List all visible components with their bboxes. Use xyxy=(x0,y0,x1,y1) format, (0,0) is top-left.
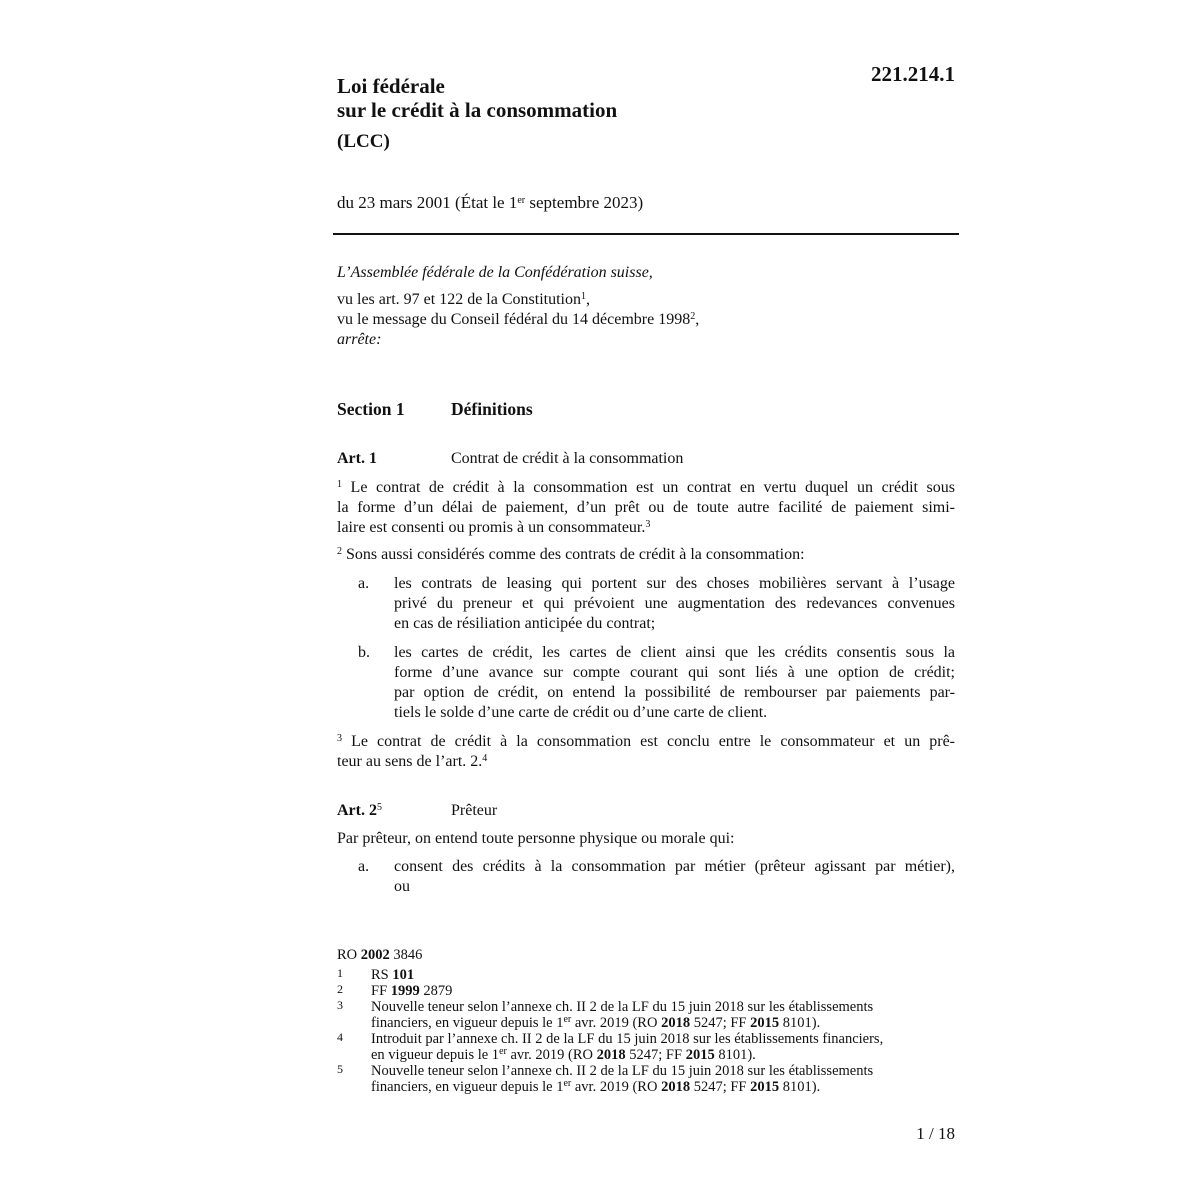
list-label: b. xyxy=(358,644,370,661)
list-item xyxy=(394,857,955,897)
footnote-number: 5 xyxy=(337,1062,343,1076)
text: 1999 xyxy=(390,983,420,999)
text: 8101). xyxy=(714,1047,756,1063)
footnote-3 xyxy=(371,999,873,1031)
title-line: sur le crédit à la consommation xyxy=(337,98,618,122)
footnote-ref[interactable]: 3 xyxy=(645,519,651,530)
text: forme d’une avance sur compte courant qui sont liés à une option de crédit; xyxy=(394,664,955,681)
footnote-number: 3 xyxy=(337,998,343,1012)
paragraph-1 xyxy=(337,478,955,538)
text: par option de crédit, on entend la possibilité de rembourser par paiements par- xyxy=(394,684,955,701)
date-text: du 23 mars 2001 (État le 1 xyxy=(337,193,518,212)
footnote-1 xyxy=(371,967,414,983)
text: RO xyxy=(337,947,361,963)
text: 2015 xyxy=(750,1015,780,1031)
text: avr. 2019 (RO xyxy=(506,1047,597,1063)
text: 5247; FF xyxy=(690,1079,751,1095)
paragraph-number: 2 xyxy=(337,546,342,557)
footnote-ref[interactable]: 2 xyxy=(690,311,696,322)
text: laire est consenti ou promis à un consommateur. xyxy=(337,519,646,536)
article-title: Prêteur xyxy=(451,802,498,819)
text: 3846 xyxy=(389,947,423,963)
text: avr. 2019 (RO xyxy=(571,1079,662,1095)
text: Nouvelle teneur selon l’annexe ch. II 2 de la LF du 15 juin 2018 sur les établissements xyxy=(371,1063,874,1079)
text: ou xyxy=(394,878,410,895)
text: Introduit par l’annexe ch. II 2 de la LF du 15 juin 2018 sur les établissements financiers, xyxy=(371,1031,884,1047)
paragraph-number: 3 xyxy=(337,733,342,744)
text: 101 xyxy=(392,967,415,983)
text: financiers, en vigueur depuis le 1 xyxy=(371,1079,564,1095)
footnote-number: 1 xyxy=(337,966,343,980)
text: en vigueur depuis le 1 xyxy=(371,1047,500,1063)
footnote-number: 2 xyxy=(337,982,343,996)
section-title: Définitions xyxy=(451,399,533,419)
text: 8101). xyxy=(779,1079,821,1095)
preamble-line xyxy=(337,310,699,330)
text: 5247; FF xyxy=(625,1047,686,1063)
superscript: er xyxy=(517,195,526,206)
article-label xyxy=(337,801,382,821)
text: FF xyxy=(371,983,391,999)
list-item xyxy=(394,574,955,634)
ro-reference xyxy=(337,947,422,963)
text: privé du preneur et qui prévoient une augmentation des redevances convenues xyxy=(394,595,955,612)
text: les cartes de crédit, les cartes de client ainsi que les crédits consentis sous la xyxy=(394,644,955,661)
text: 2018 xyxy=(661,1015,691,1031)
date-text: septembre 2023) xyxy=(525,193,644,212)
footnote-2 xyxy=(371,983,452,999)
text: Le contrat de crédit à la consommation est conclu entre le consommateur et un prê- xyxy=(351,733,956,750)
footnote-4 xyxy=(371,1031,883,1063)
text: teur au sens de l’art. 2. xyxy=(337,753,483,770)
article-title: Contrat de crédit à la consommation xyxy=(451,450,684,467)
text: vu les art. 97 et 122 de la Constitution xyxy=(337,291,581,308)
document-date xyxy=(337,193,643,213)
preamble-authority: L’Assemblée fédérale de la Confédération suisse, xyxy=(337,264,653,281)
title-line: Loi fédérale xyxy=(337,74,445,98)
footnote-5 xyxy=(371,1063,873,1095)
text: consent des crédits à la consommation par métier (prêteur agissant par métier), xyxy=(394,858,955,875)
text: 5247; FF xyxy=(690,1015,751,1031)
preamble-decree: arrête: xyxy=(337,331,382,348)
paragraph-3 xyxy=(337,732,955,772)
list-label: a. xyxy=(358,858,370,875)
text: en cas de résiliation anticipée du contrat; xyxy=(394,615,656,632)
title-abbrev: (LCC) xyxy=(337,131,390,152)
text: 8101). xyxy=(779,1015,821,1031)
divider xyxy=(333,233,959,235)
text: financiers, en vigueur depuis le 1 xyxy=(371,1015,564,1031)
text: vu le message du Conseil fédéral du 14 décembre 1998 xyxy=(337,311,691,328)
text: Le contrat de crédit à la consommation est un contrat en vertu duquel un crédit sous xyxy=(350,479,955,496)
list-item xyxy=(394,643,955,723)
text: tiels le solde d’une carte de crédit ou d’une carte de client. xyxy=(394,704,768,721)
article-label: Art. 1 xyxy=(337,450,377,467)
text: 2018 xyxy=(596,1047,626,1063)
text: avr. 2019 (RO xyxy=(571,1015,662,1031)
page-number: 1 / 18 xyxy=(916,1124,955,1143)
text: 2018 xyxy=(661,1079,691,1095)
text: 2015 xyxy=(685,1047,715,1063)
superscript: er xyxy=(499,1046,507,1057)
text: 2879 xyxy=(419,983,453,999)
text: les contrats de leasing qui portent sur des choses mobilières servant à l’usage xyxy=(394,575,955,592)
text: , xyxy=(585,291,590,308)
document-number: 221.214.1 xyxy=(871,62,955,86)
text: Sons aussi considérés comme des contrats de crédit à la consommation: xyxy=(346,546,805,563)
preamble-line xyxy=(337,290,590,310)
text: Nouvelle teneur selon l’annexe ch. II 2 de la LF du 15 juin 2018 sur les établissements xyxy=(371,999,874,1015)
text: 2015 xyxy=(750,1079,780,1095)
text: RS xyxy=(371,967,393,983)
text: la forme d’un délai de paiement, d’un prêt ou de toute autre facilité de paiement simi- xyxy=(337,499,955,516)
text: , xyxy=(695,311,700,328)
footnote-number: 4 xyxy=(337,1030,343,1044)
paragraph-2 xyxy=(337,545,955,565)
section-label: Section 1 xyxy=(337,399,405,419)
list-label: a. xyxy=(358,575,370,592)
footnote-ref[interactable]: 5 xyxy=(376,802,382,813)
footnote-ref[interactable]: 1 xyxy=(580,291,586,302)
article-intro: Par prêteur, on entend toute personne physique ou morale qui: xyxy=(337,830,735,847)
text: 2002 xyxy=(360,947,390,963)
text: Art. 2 xyxy=(337,802,377,819)
footnote-ref[interactable]: 4 xyxy=(482,753,488,764)
superscript: er xyxy=(563,1078,572,1089)
paragraph-number: 1 xyxy=(337,479,342,490)
superscript: er xyxy=(563,1014,572,1025)
